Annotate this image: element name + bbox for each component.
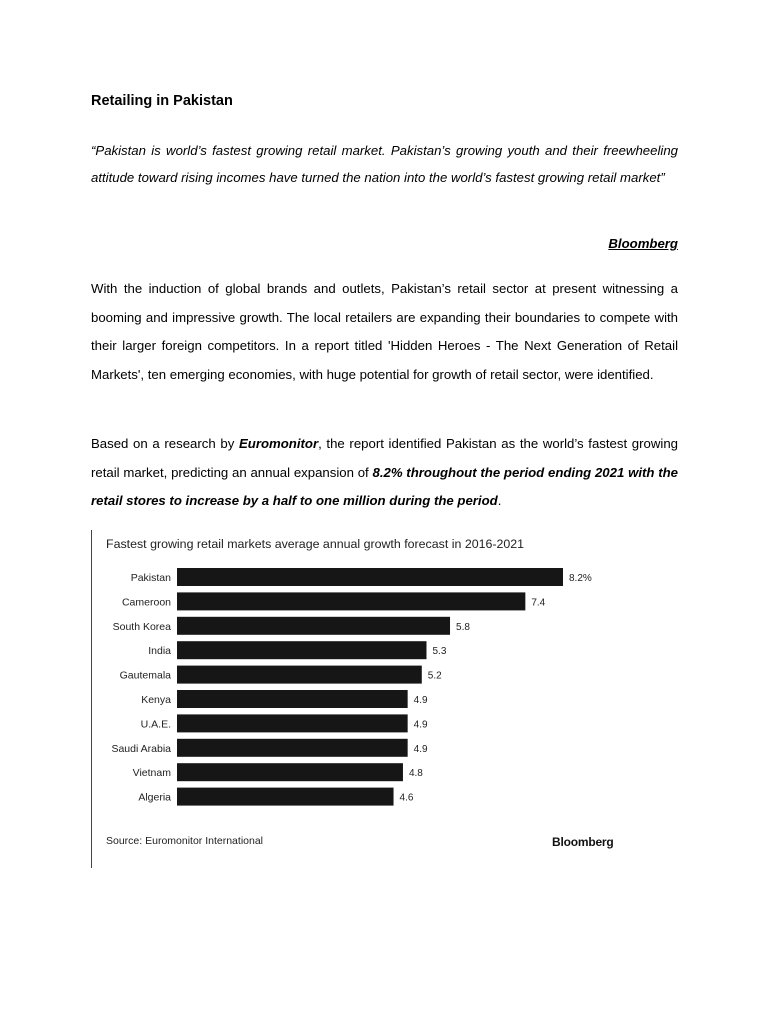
category-label-saudi-arabia: Saudi Arabia (111, 742, 171, 755)
bar-kenya (177, 690, 408, 708)
value-label-pakistan: 8.2% (569, 573, 592, 584)
category-label-south-korea: South Korea (112, 620, 171, 633)
category-label-gautemala: Gautemala (119, 669, 171, 682)
value-label-south-korea: 5.8 (456, 621, 470, 633)
bar-gautemala (177, 666, 422, 684)
value-label-india: 5.3 (432, 646, 447, 658)
bar-u-a-e (177, 714, 408, 732)
chart-figure (91, 530, 637, 868)
chart-source: Source: Euromonitor International (106, 835, 264, 847)
chart-title: Fastest growing retail markets average annual growth forecast in 2016-2021 (106, 537, 525, 551)
category-label-u-a-e: U.A.E. (140, 718, 171, 731)
paragraph-2-text-c: , the report identified Pakistan as the world’s fastest growing retail market, predicting an annual expansion of (91, 436, 678, 480)
body-paragraph-2 (91, 430, 678, 516)
category-label-india: India (148, 645, 171, 658)
value-label-kenya: 4.9 (413, 695, 428, 706)
body-paragraph-1: With the induction of global brands and outlets, Pakistan’s retail sector at present witnessing a booming and impressive growth. The local retailers are expanding their boundaries to compete with their larger foreign competitors. In a report titled 'Hidden Heroes - The Next Generation of Retail Markets', ten emerging economies, with huge potential for growth of retail sector, were identified. (91, 281, 678, 382)
growth-forecast-emphasis: 8.2% throughout the period ending 2021 with the retail stores to increase by a half to one million during the period (91, 464, 678, 508)
bloomberg-logo: Bloomberg (552, 835, 614, 849)
value-label-u-a-e: 4.9 (413, 719, 428, 731)
category-label-pakistan: Pakistan (130, 572, 171, 584)
pull-quote: “Pakistan is world’s fastest growing retail market. Pakistan’s growing youth and their freewheeling attitude toward rising incomes have turned the nation into the world’s fastest growing retail market” (91, 143, 678, 185)
value-label-algeria: 4.6 (399, 792, 414, 804)
value-label-gautemala: 5.2 (427, 670, 442, 682)
bar-vietnam (177, 763, 403, 781)
bar-pakistan (177, 568, 563, 586)
category-label-algeria: Algeria (138, 791, 171, 804)
bar-india (177, 641, 426, 659)
category-label-cameroon: Cameroon (121, 596, 171, 609)
document-title: Retailing in Pakistan (91, 93, 233, 109)
paragraph-2-text-e: . (497, 493, 502, 508)
bar-chart (92, 530, 637, 830)
value-label-vietnam: 4.8 (408, 768, 423, 780)
bar-algeria (177, 788, 394, 806)
paragraph-2-text-a: Based on a research by (91, 436, 239, 451)
euromonitor-emphasis: Euromonitor (238, 436, 319, 451)
category-label-vietnam: Vietnam (132, 767, 171, 780)
value-label-cameroon: 7.4 (531, 597, 546, 609)
value-label-saudi-arabia: 4.9 (413, 743, 428, 755)
bar-saudi-arabia (177, 739, 408, 757)
bar-cameroon (177, 592, 525, 610)
category-label-kenya: Kenya (141, 694, 171, 706)
bar-south-korea (177, 617, 450, 635)
quote-attribution: Bloomberg (608, 236, 678, 251)
